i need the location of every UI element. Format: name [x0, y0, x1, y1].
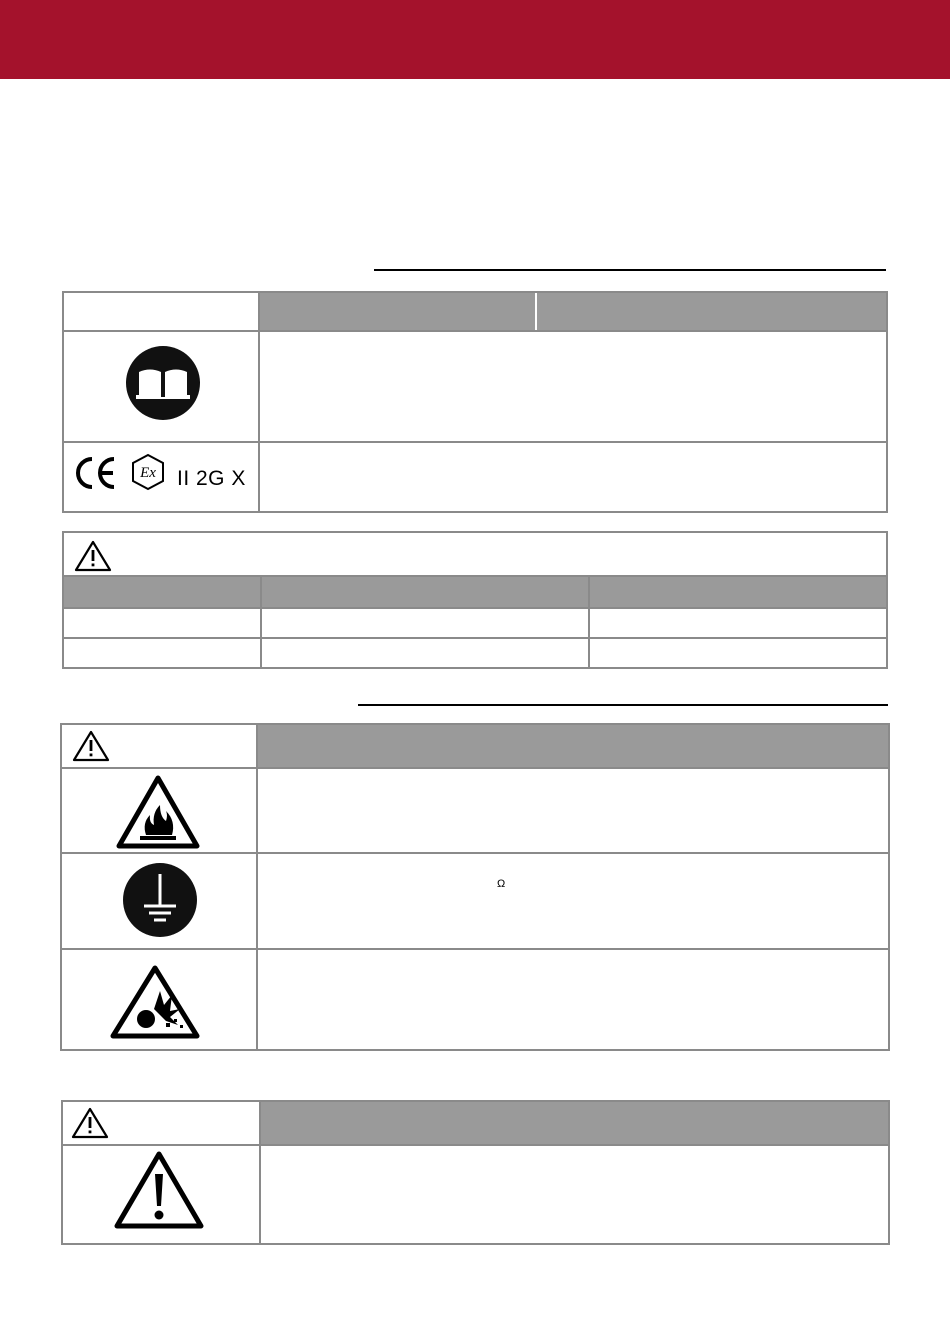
general-warning-header: [261, 1102, 888, 1144]
warning-info-col-divider-2: [588, 576, 590, 667]
resistance-symbol: Ω: [497, 878, 506, 890]
hazard-table: [60, 723, 890, 1051]
hazard-table-row-divider-2: [62, 852, 888, 854]
warning-info-col-divider-1: [260, 576, 262, 667]
symbols-table: [62, 291, 888, 513]
flammable-warning-icon: [116, 775, 200, 849]
warning-triangle-icon: [74, 540, 112, 572]
ce-mark-icon: [72, 455, 118, 491]
hazard-table-header: [258, 725, 888, 767]
symbols-table-header-1: [260, 293, 535, 330]
section-rule-1: [374, 269, 886, 271]
hazard-table-row-divider-1: [62, 767, 888, 769]
symbols-table-col-divider: [258, 293, 260, 511]
svg-text:Ex: Ex: [140, 465, 156, 481]
section-rule-2: [358, 704, 888, 706]
warning-info-table: [62, 531, 888, 669]
warning-info-header-2: [262, 576, 588, 607]
general-warning-icon: [113, 1150, 205, 1230]
explosive-warning-icon: [110, 965, 200, 1039]
warning-info-row-divider-2: [64, 637, 886, 639]
hazard-table-col-divider: [256, 725, 258, 1049]
symbols-table-header-2: [537, 293, 886, 330]
general-warning-col-divider: [259, 1102, 261, 1243]
general-warning-table: [61, 1100, 890, 1245]
ex-hexagon-icon: [130, 453, 166, 491]
read-manual-icon: [125, 345, 201, 421]
ground-icon: [122, 862, 198, 938]
warning-info-row-divider-0: [64, 575, 886, 577]
atex-marking: II 2G X: [177, 467, 246, 490]
hazard-table-row-divider-3: [62, 948, 888, 950]
warning-info-header-3: [590, 576, 886, 607]
symbols-table-row-divider-2: [64, 441, 886, 443]
symbols-table-row-divider-1: [64, 330, 886, 332]
warning-info-header-1: [64, 576, 260, 607]
header-bar: [0, 0, 950, 79]
warning-info-row-divider-1: [64, 607, 886, 609]
general-warning-row-divider: [63, 1144, 888, 1146]
warning-triangle-icon: [71, 1107, 109, 1139]
warning-triangle-icon: [72, 730, 110, 762]
